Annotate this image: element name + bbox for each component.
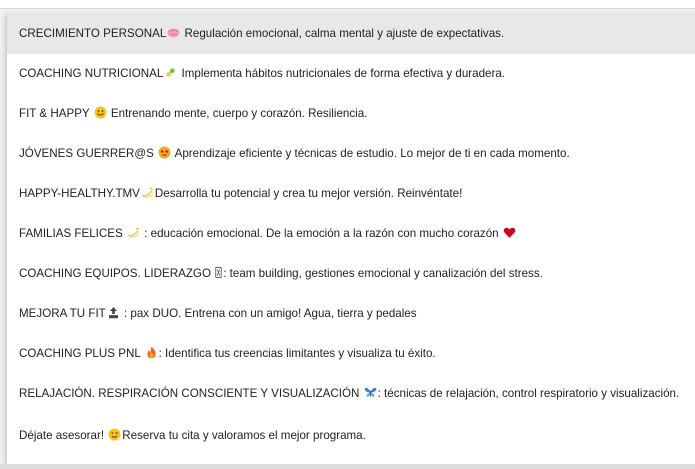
- option-crecimiento-personal[interactable]: [7, 14, 695, 54]
- option-coaching-nutricional[interactable]: [7, 54, 695, 94]
- option-description: : técnicas de relajación, control respiratorio y visualización.: [377, 387, 680, 400]
- option-description: Entrenando mente, cuerpo y corazón. Resiliencia.: [107, 107, 368, 120]
- fire-icon: [145, 346, 158, 359]
- wink-icon: [108, 428, 121, 441]
- option-description: Desarrolla tu potencial y crea tu mejor versión. Reinvéntate!: [154, 187, 463, 200]
- option-title: MEJORA TU FIT: [19, 307, 106, 320]
- option-title: Déjate asesorar!: [19, 429, 108, 442]
- option-title: FAMILIAS FELICES: [19, 227, 126, 240]
- option-dejate-asesorar[interactable]: [7, 414, 695, 456]
- option-description: Aprendizaje eficiente y técnicas de estudio. Lo mejor de ti en cada momento.: [172, 147, 570, 160]
- page-bottom-edge: [0, 464, 695, 469]
- dropdown-menu: [6, 14, 695, 464]
- star-struck-icon: [158, 146, 171, 159]
- option-coaching-equipos[interactable]: [7, 254, 695, 294]
- option-title: FIT & HAPPY: [19, 107, 93, 120]
- option-title: COACHING PLUS PNL: [19, 347, 144, 360]
- option-coaching-plus-pnl[interactable]: [7, 334, 695, 374]
- pill-icon: [164, 66, 177, 79]
- top-input-edge: [0, 0, 695, 9]
- option-title: COACHING NUTRICIONAL: [19, 67, 164, 80]
- brain-icon: [167, 26, 180, 39]
- heart-icon: [503, 226, 516, 239]
- option-title: HAPPY-HEALTHY.TMV: [19, 187, 140, 200]
- option-description: : Identifica tus creencias limitantes y visualiza tu éxito.: [158, 347, 436, 360]
- option-description: : pax DUO. Entrena con un amigo! Agua, tierra y pedales: [120, 307, 417, 320]
- dizzy-icon: [127, 226, 140, 239]
- option-title: RELAJACIÓN. RESPIRACIÓN CONSCIENTE Y VISUALIZACIÓN: [19, 387, 363, 400]
- option-title: COACHING EQUIPOS. LIDERAZGO: [19, 267, 215, 280]
- dizzy-icon: [141, 186, 154, 199]
- option-mejora-tu-fit[interactable]: [7, 294, 695, 334]
- smile-icon: [94, 106, 107, 119]
- unknown-glyph-icon: [215, 266, 222, 279]
- option-familias-felices[interactable]: [7, 214, 695, 254]
- option-description: Reserva tu cita y valoramos el mejor programa.: [122, 429, 366, 442]
- option-fit-happy[interactable]: [7, 94, 695, 134]
- option-title: CRECIMIENTO PERSONAL: [19, 27, 167, 40]
- option-jovenes-guerreros[interactable]: [7, 134, 695, 174]
- option-description: Regulación emocional, calma mental y ajuste de expectativas.: [181, 27, 505, 40]
- option-description: Implementa hábitos nutricionales de forma efectiva y duradera.: [178, 67, 506, 80]
- option-relajacion[interactable]: [7, 374, 695, 414]
- option-description: : team building, gestiones emocional y canalización del stress.: [223, 267, 543, 280]
- option-title: JÓVENES GUERRER@S: [19, 147, 158, 160]
- option-description: : educación emocional. De la emoción a la razón con mucho corazón: [140, 227, 502, 240]
- butterfly-icon: [364, 386, 377, 399]
- top-arrow-icon: [107, 306, 120, 319]
- option-happy-healthy[interactable]: [7, 174, 695, 214]
